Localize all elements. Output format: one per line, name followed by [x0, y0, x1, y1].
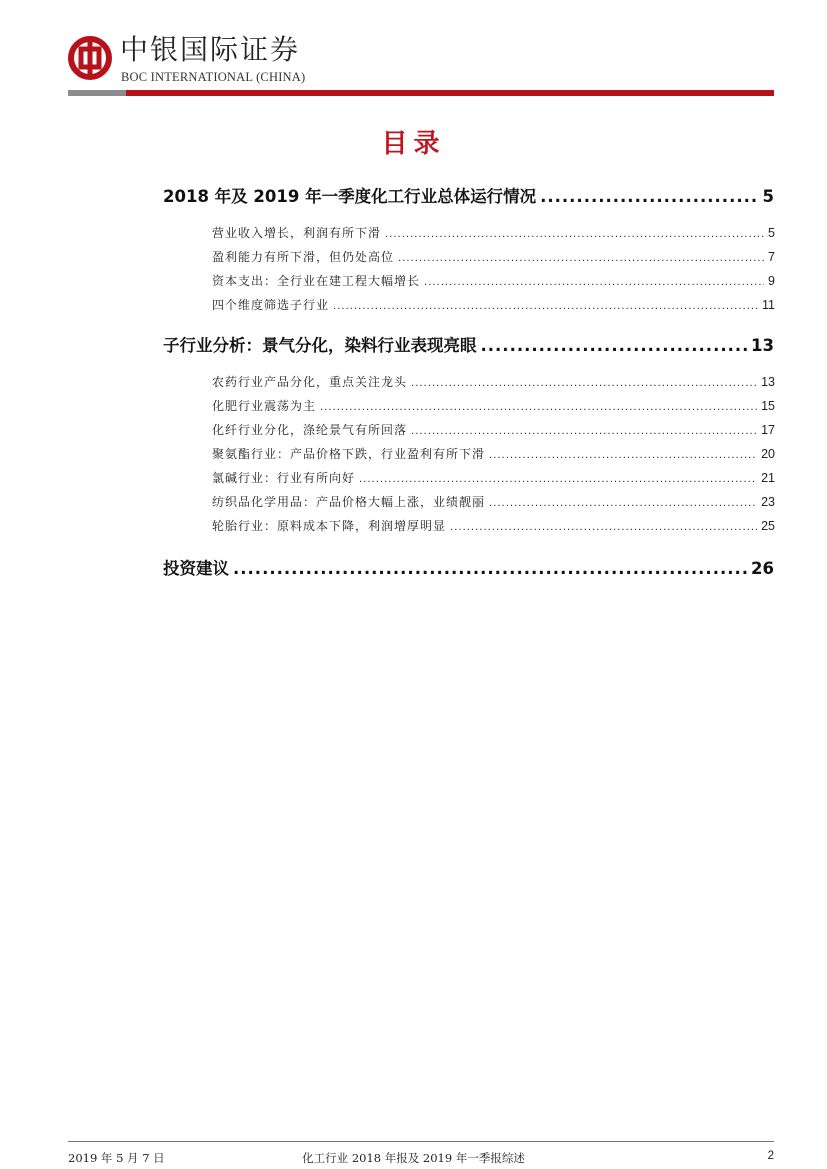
toc-leader: [398, 253, 764, 264]
toc-page-number: 17: [761, 423, 775, 437]
toc-leader: [489, 498, 757, 509]
toc-leader: [411, 378, 757, 389]
footer-title: 化工行业 2018 年报及 2019 年一季报综述: [302, 1151, 525, 1165]
toc-section-1[interactable]: [163, 183, 774, 207]
header-rule-red: [126, 90, 774, 96]
toc-leader: [385, 229, 764, 240]
toc-page-number: 26: [751, 559, 774, 578]
toc-section-3[interactable]: [163, 555, 774, 579]
toc-section-label: 投资建议: [163, 559, 229, 578]
toc-item[interactable]: [212, 445, 775, 462]
toc-item[interactable]: [212, 517, 775, 534]
toc-leader: [424, 277, 764, 288]
toc-item[interactable]: [212, 224, 775, 241]
toc-leader: [481, 336, 748, 355]
toc-item-label: 四个维度筛选子行业: [212, 298, 330, 312]
toc-page-number: 13: [751, 336, 774, 355]
toc-item[interactable]: [212, 373, 775, 390]
toc-item[interactable]: [212, 272, 775, 289]
toc-page-number: 23: [761, 495, 775, 509]
toc-title: 目录: [381, 129, 446, 159]
toc-section-label: 子行业分析：景气分化，染料行业表现亮眼: [163, 336, 477, 355]
toc-page-number: 13: [761, 375, 775, 389]
boc-logo-icon: [68, 36, 112, 80]
toc-section-label: 2018 年及 2019 年一季度化工行业总体运行情况: [163, 187, 537, 206]
toc-page-number: 21: [761, 471, 775, 485]
toc-item-label: 化纤行业分化，涤纶景气有所回落: [212, 423, 408, 437]
toc-page-number: 5: [762, 187, 774, 206]
toc-leader: [233, 559, 747, 578]
toc-leader: [411, 426, 757, 437]
toc-item-label: 聚氨酯行业：产品价格下跌，行业盈利有所下滑: [212, 447, 486, 461]
toc-item-label: 化肥行业震荡为主: [212, 399, 317, 413]
toc-item-label: 纺织品化学用品：产品价格大幅上涨，业绩靓丽: [212, 495, 486, 509]
toc-item-label: 资本支出：全行业在建工程大幅增长: [212, 274, 421, 288]
toc-item[interactable]: [212, 296, 775, 313]
toc-leader: [359, 474, 757, 485]
toc-leader: [333, 301, 758, 312]
toc-item[interactable]: [212, 469, 775, 486]
toc-item[interactable]: [212, 493, 775, 510]
header-rule-gray: [68, 90, 126, 96]
toc-page-number: 25: [761, 519, 775, 533]
toc-leader: [450, 522, 757, 533]
footer-page-number: 2: [767, 1150, 774, 1162]
toc-item-label: 轮胎行业：原料成本下降，利润增厚明显: [212, 519, 447, 533]
toc-page-number: 7: [768, 250, 775, 264]
toc-page-number: 20: [761, 447, 775, 461]
toc-leader: [320, 402, 757, 413]
toc-page-number: 15: [761, 399, 775, 413]
toc-item[interactable]: [212, 248, 775, 265]
toc-item-label: 盈利能力有所下滑，但仍处高位: [212, 250, 395, 264]
toc-item[interactable]: [212, 397, 775, 414]
footer-date: 2019 年 5 月 7 日: [68, 1151, 165, 1165]
toc-item[interactable]: [212, 421, 775, 438]
toc-page-number: 11: [762, 298, 775, 312]
footer-rule: [68, 1141, 774, 1142]
toc-item-label: 农药行业产品分化，重点关注龙头: [212, 375, 408, 389]
toc-page-number: 9: [768, 274, 775, 288]
brand-name-cn: 中银国际证券: [120, 33, 301, 66]
toc-section-2[interactable]: [163, 332, 774, 356]
toc-item-label: 营业收入增长，利润有所下滑: [212, 226, 382, 240]
brand-name-en: BOC INTERNATIONAL (CHINA): [121, 70, 306, 84]
toc-leader: [489, 450, 757, 461]
toc-item-label: 氯碱行业：行业有所向好: [212, 471, 356, 485]
toc-page-number: 5: [768, 226, 775, 240]
toc-leader: [540, 187, 758, 206]
